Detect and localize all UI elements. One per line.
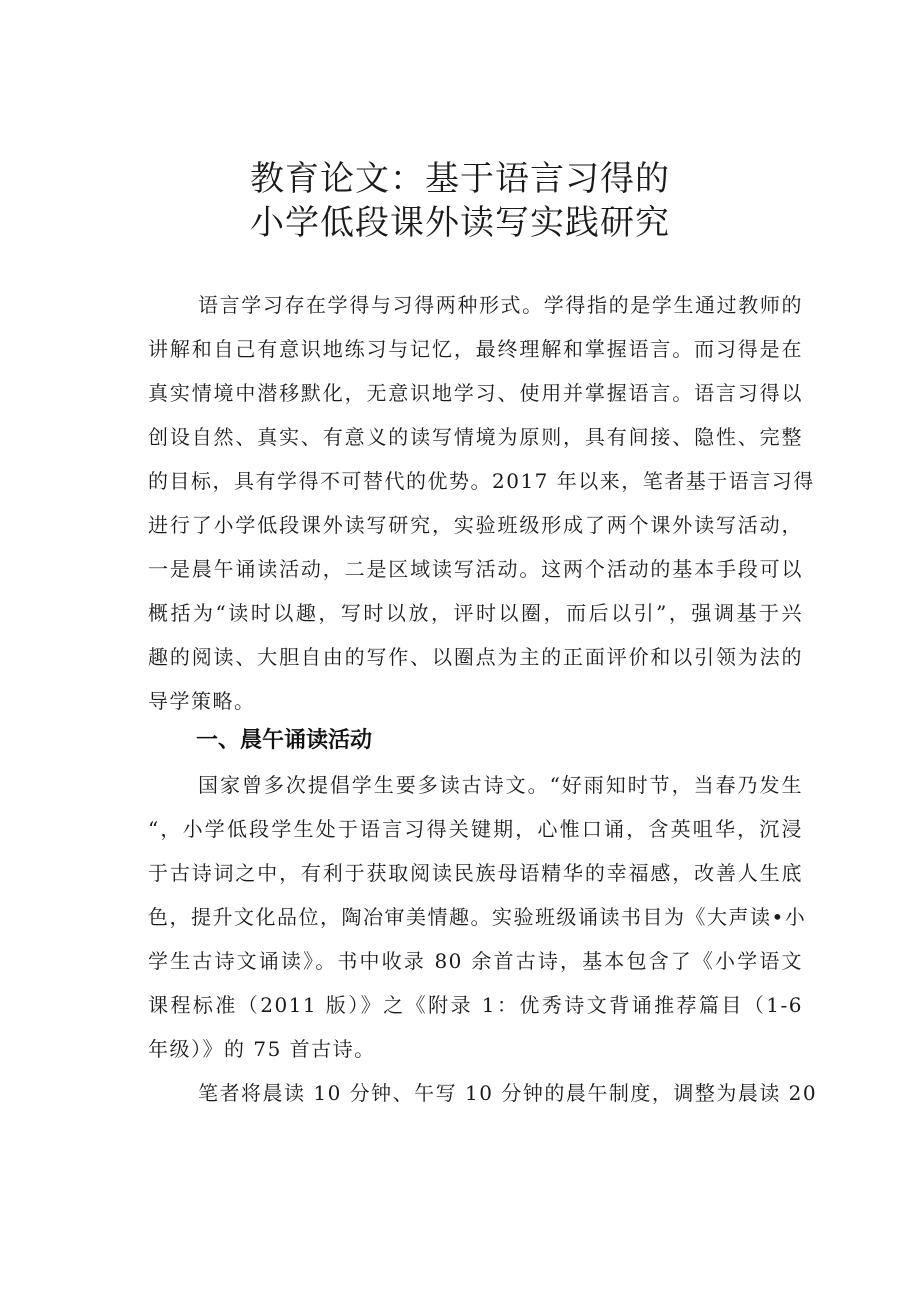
paragraph-1-line: 趣的阅读、大胆自由的写作、以圈点为主的正面评价和以引领为法的 [148, 645, 803, 669]
paragraph-2-line: “，小学低段学生处于语言习得关键期，心惟口诵，含英咀华，沉浸 [148, 817, 803, 841]
paragraph-1-line: 导学策略。 [148, 689, 256, 713]
paragraph-2-line: 课程标准（2011 版）》之《附录 1：优秀诗文背诵推荐篇目（1-6 [148, 993, 803, 1017]
paragraph-1-line: 语言学习存在学得与习得两种形式。学得指的是学生通过教师的 [198, 293, 803, 317]
paragraph-1-line: 真实情境中潜移默化，无意识地学习、使用并掌握语言。语言习得以 [148, 381, 803, 405]
document-title-line-2: 小学低段课外读写实践研究 [250, 203, 670, 243]
paragraph-1-line: 一是晨午诵读活动，二是区域读写活动。这两个活动的基本手段可以 [148, 557, 803, 581]
paragraph-2-line: 年级）》的 75 首古诗。 [148, 1037, 376, 1061]
paragraph-3-line: 笔者将晨读 10 分钟、午写 10 分钟的晨午制度，调整为晨读 20 [198, 1081, 818, 1105]
paragraph-1-line: 创设自然、真实、有意义的读写情境为原则，具有间接、隐性、完整 [148, 425, 803, 449]
paragraph-1-line: 进行了小学低段课外读写研究，实验班级形成了两个课外读写活动， [148, 513, 803, 537]
paragraph-2-line: 于古诗词之中，有利于获取阅读民族母语精华的幸福感，改善人生底 [148, 861, 803, 885]
paragraph-1-line: 讲解和自己有意识地练习与记忆，最终理解和掌握语言。而习得是在 [148, 337, 803, 361]
paragraph-2-line: 色，提升文化品位，陶冶审美情趣。实验班级诵读书目为《大声读•小 [148, 905, 807, 929]
paragraph-1-line: 的目标，具有学得不可替代的优势。2017 年以来，笔者基于语言习得 [148, 469, 815, 493]
paragraph-1-line: 概括为“读时以趣，写时以放，评时以圈，而后以引”，强调基于兴 [148, 601, 803, 625]
paragraph-2-line: 国家曾多次提倡学生要多读古诗文。“好雨知时节，当春乃发生 [198, 773, 803, 797]
document-title-line-1: 教育论文：基于语言习得的 [250, 159, 670, 199]
section-heading: 一、晨午诵读活动 [196, 728, 373, 753]
paragraph-2-line: 学生古诗文诵读》。书中收录 80 余首古诗，基本包含了《小学语文 [148, 949, 803, 973]
